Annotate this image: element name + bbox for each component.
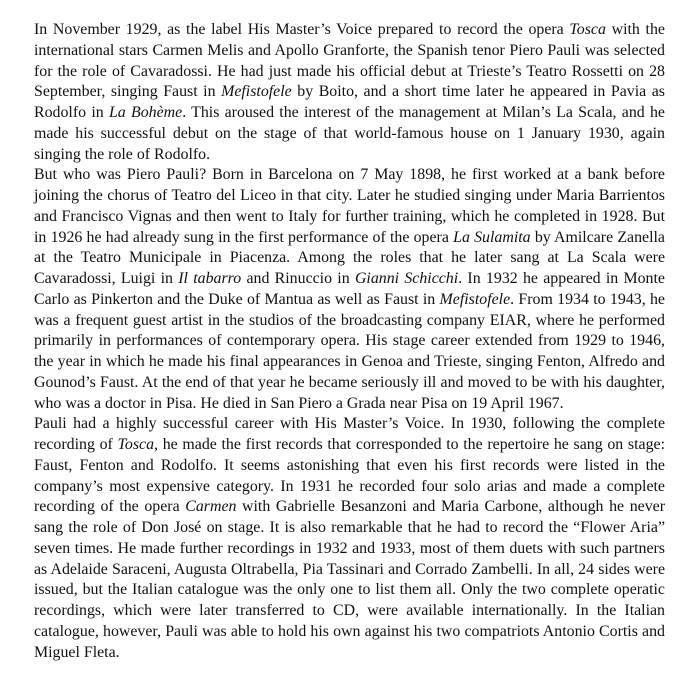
italic-title-text: Tosca [117, 436, 155, 453]
paragraph-1 [34, 20, 665, 165]
paragraph-3 [34, 414, 665, 663]
italic-title-text: Mefistofele [439, 290, 511, 308]
body-text: But who was Piero Pauli? Born in Barcelona on 7 May 1898, he first worked at a bank before joining the chorus of Teatro del Liceo in that city. Later he studied singing under Maria Barrientos and Francisco Vignas and then went to Italy for further training, which he completed in 1928. But in 1926 he had already sung in the first performance of the opera [34, 166, 665, 246]
italic-title-text: La Sulamita [453, 228, 531, 246]
italic-title-text: Gianni Schicchi [354, 270, 459, 287]
body-text: by Boito, and a short time later he appeared in Pavia as Rodolfo in [34, 83, 665, 121]
article-body [34, 20, 665, 663]
italic-title-text: La Bohème [108, 104, 183, 121]
italic-title-text: Mefistofele [221, 83, 292, 101]
body-text: . From 1934 to 1943, he was a frequent guest artist in the studios of the broadcasting company EIAR, where he performed primarily in performances of contemporary opera. His stage career extended from 1929 to 1946, the year in which he made his final appearances in Genoa and Trieste, singing Fenton, Alfredo and Gounod’s Faust. At the end of that year he became seriously ill and moved to be with his daughter, who was a doctor in Pisa. He died in San Piero a Grada near Pisa on 19 April 1967. [34, 290, 665, 412]
body-text: , he made the first records that corresponded to the repertoire he sang on stage: Faust, Fenton and Rodolfo. It seems astonishing that even his first records were listed in the company’s most expensive category. In 1931 he recorded four solo arias and made a complete recording of the opera [34, 436, 666, 516]
italic-title-text: Tosca [569, 21, 606, 38]
body-text: . This aroused the interest of the management at Milan’s La Scala, and he made his successful debut on the stage of that world-famous house on 1 January 1930, again singing the role of Rodolfo. [34, 104, 665, 163]
body-text: by Amilcare Zanella at the Teatro Municipale in Piacenza. Among the roles that he later sang at La Scala were Cavaradossi, Luigi in [34, 228, 665, 287]
italic-title-text: Carmen [185, 498, 237, 516]
body-text: and Rinuccio in [241, 270, 355, 287]
italic-title-text: Il tabarro [178, 270, 242, 287]
body-text: with the international stars Carmen Melis and Apollo Granforte, the Spanish tenor Piero Pauli was selected for the role of Cavaradossi. He had just made his official debut at Trieste’s Teatro Rossetti on 28 September, singing Faust in [34, 21, 665, 101]
body-text: Pauli had a highly successful career with His Master’s Voice. In 1930, following the complete recording of [34, 415, 665, 453]
body-text: with Gabrielle Besanzoni and Maria Carbone, although he never sang the role of Don José on stage. It is also remarkable that he had to record the “Flower Aria” seven times. He made further recordings in 1932 and 1933, most of them duets with such partners as Adelaide Saraceni, Augusta Oltrabella, Pia Tassinari and Corrado Zambelli. In all, 24 sides were issued, but the Italian catalogue was the only one to list them all. Only the two complete operatic recordings, which were later transferred to CD, were available internationally. In the Italian catalogue, however, Pauli was able to hold his own against his two compatriots Antonio Cortis and Miguel Fleta. [34, 498, 665, 661]
paragraph-2 [34, 165, 665, 414]
body-text: . In 1932 he appeared in Monte Carlo as Pinkerton and the Duke of Mantua as well as Faust in [34, 270, 665, 308]
body-text: In November 1929, as the label His Master’s Voice prepared to record the opera [34, 21, 570, 38]
